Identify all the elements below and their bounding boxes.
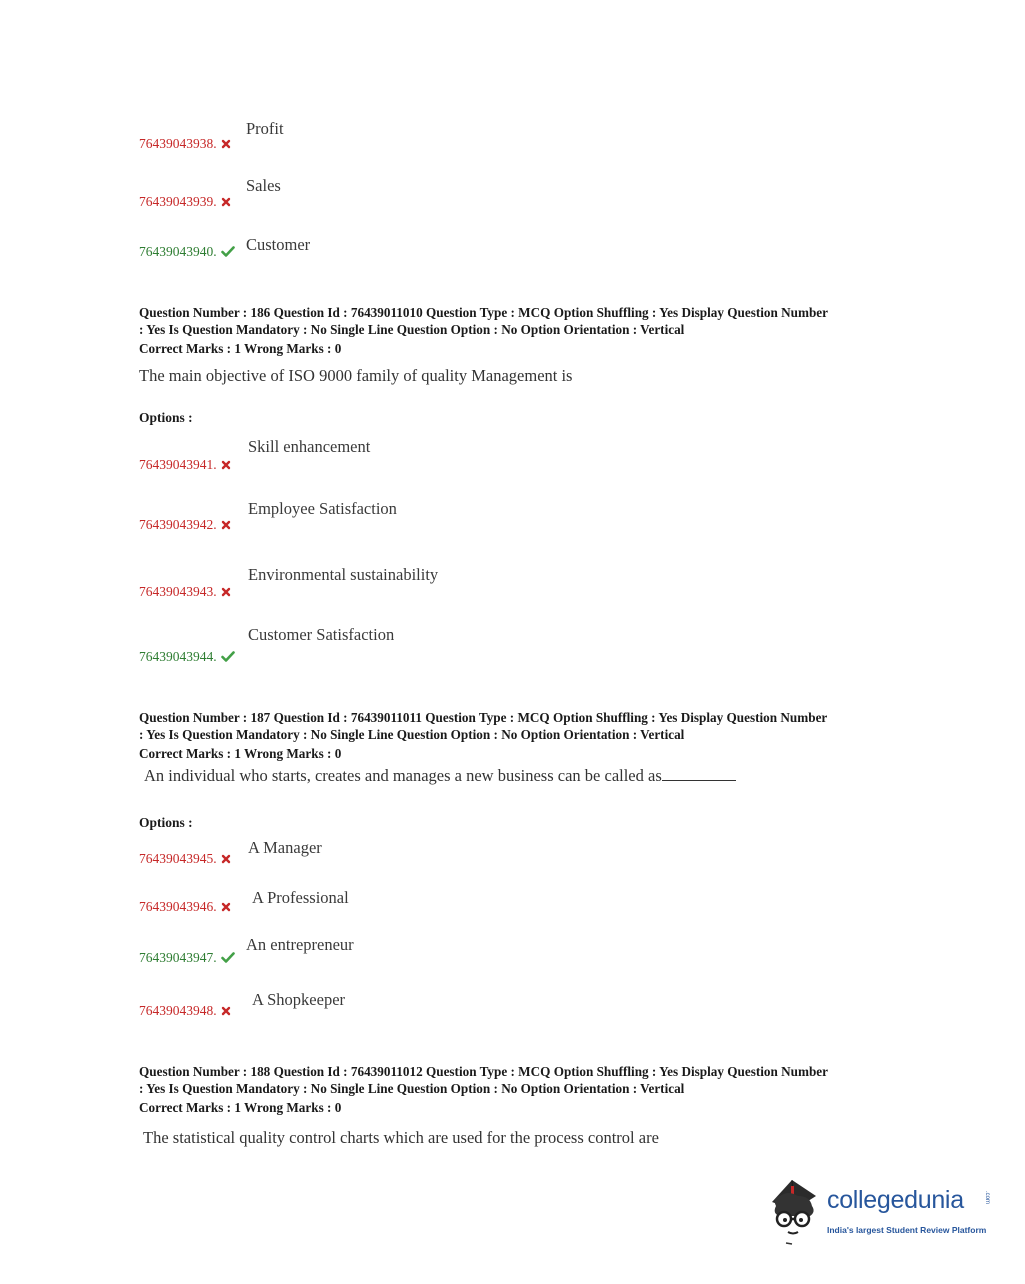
question-text-187: An individual who starts, creates and manages a new business can be called as [144,766,736,786]
option-id: 76439043946. [139,899,231,915]
option-text: A Manager [248,838,322,857]
option-text: Skill enhancement [248,437,371,456]
answer-blank [662,768,736,781]
logo-com-text: .com [984,1191,990,1205]
question-text-186: The main objective of ISO 9000 family of quality Management is [139,366,573,385]
correct-check-icon [221,651,235,662]
option-id: 76439043942. [139,517,231,533]
question-meta-187 [139,710,909,763]
option-id: 76439043943. [139,584,231,600]
wrong-cross-icon [221,902,231,912]
correct-check-icon [221,952,235,963]
option-id: 76439043941. [139,457,231,473]
mascot-icon [766,1176,826,1246]
option-text: Sales [246,176,281,195]
question-meta-line: Question Number : 187 Question Id : 76439011011 Question Type : MCQ Option Shuffling : Yes Display Question Number [139,710,828,725]
option-text: Customer [246,235,311,254]
question-text-188: The statistical quality control charts which are used for the process control are [143,1128,659,1147]
question-meta-line: : Yes Is Question Mandatory : No Single Line Question Option : No Option Orientation : Vertical [139,1080,685,1096]
option-text: Environmental sustainability [248,565,439,584]
option-id: 76439043939. [139,194,231,210]
question-meta-188 [139,1064,909,1117]
option-text: Profit [246,119,284,138]
wrong-cross-icon [221,197,231,207]
option-text: Employee Satisfaction [248,499,397,518]
wrong-cross-icon [221,854,231,864]
options-label: Options : [139,815,193,830]
option-text: An entrepreneur [246,935,354,954]
question-marks: Correct Marks : 1 Wrong Marks : 0 [139,341,342,356]
option-id: 76439043940. [139,244,235,260]
wrong-cross-icon [221,460,231,470]
wrong-cross-icon [221,587,231,597]
wrong-cross-icon [221,139,231,149]
question-meta-line: : Yes Is Question Mandatory : No Single Line Question Option : No Option Orientation : Vertical [139,321,685,337]
option-text: A Shopkeeper [252,990,346,1009]
question-meta-line: Question Number : 186 Question Id : 76439011010 Question Type : MCQ Option Shuffling : Yes Display Question Number [139,305,828,320]
option-text: Customer Satisfaction [248,625,395,644]
option-id: 76439043945. [139,851,231,867]
wrong-cross-icon [221,520,231,530]
correct-check-icon [221,246,235,257]
question-marks: Correct Marks : 1 Wrong Marks : 0 [139,746,342,761]
question-meta-186 [139,305,909,358]
wrong-cross-icon [221,1006,231,1016]
option-id: 76439043944. [139,649,235,665]
question-marks: Correct Marks : 1 Wrong Marks : 0 [139,1100,342,1115]
question-meta-line: : Yes Is Question Mandatory : No Single Line Question Option : No Option Orientation : Vertical [139,726,685,742]
question-meta-line: Question Number : 188 Question Id : 76439011012 Question Type : MCQ Option Shuffling : Yes Display Question Number [139,1064,828,1079]
option-id: 76439043948. [139,1003,231,1019]
collegedunia-logo [766,1176,996,1246]
options-label: Options : [139,410,193,425]
option-id: 76439043947. [139,950,235,966]
option-text: A Professional [252,888,349,907]
option-id: 76439043938. [139,136,231,152]
logo-tagline: India's largest Student Review Platform [827,1225,987,1235]
logo-brand-text: collegedunia [827,1186,964,1214]
